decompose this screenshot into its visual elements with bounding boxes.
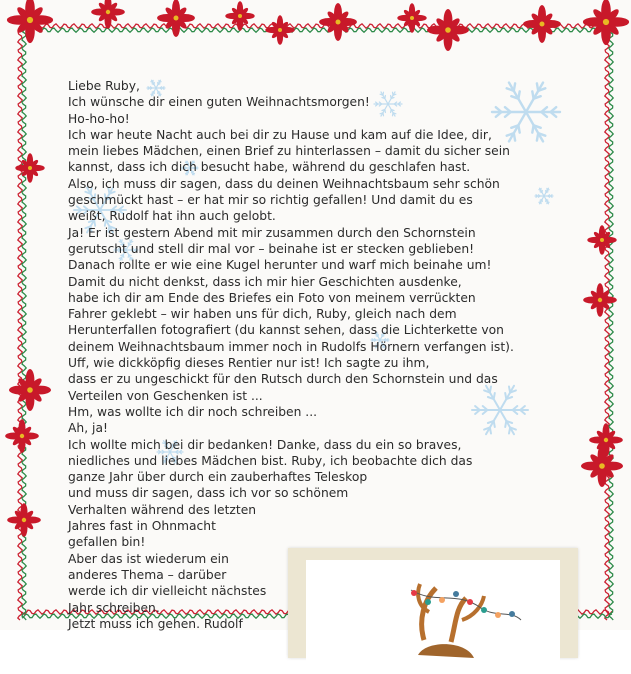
letter-line: Ah, ja! [68, 420, 568, 436]
letter-line: Fahrer geklebt – wir haben uns für dich, Ruby, gleich nach dem [68, 306, 568, 322]
letter-line: und muss dir sagen, dass ich vor so schönem [68, 485, 568, 501]
letter-line: ganze Jahr über durch ein zauberhaftes Teleskop [68, 469, 568, 485]
poinsettia-icon [157, 0, 195, 37]
poinsettia-icon [265, 15, 294, 44]
poinsettia-icon [583, 0, 629, 45]
letter-line: gerutscht und stell dir mal vor – beinahe ist er stecken geblieben! [68, 241, 568, 257]
letter-line: Ho-ho-ho! [68, 111, 568, 127]
letter-line: Ja! Er ist gestern Abend mit mir zusammen durch den Schornstein [68, 225, 568, 241]
letter-line: dass er zu ungeschickt für den Rutsch durch den Schornstein und das [68, 371, 568, 387]
letter-line: Hm, was wollte ich dir noch schreiben ... [68, 404, 568, 420]
letter-line: Ich wünsche dir einen guten Weihnachtsmorgen! [68, 94, 568, 110]
letter-line: Herunterfallen fotografiert (du kannst sehen, dass die Lichterkette von [68, 322, 568, 338]
letter-line: gefallen bin! [68, 534, 568, 550]
letter-line: kannst, dass ich dich besucht habe, während du geschlafen hast. [68, 159, 568, 175]
letter-line: niedliches und liebes Mädchen bist. Ruby, ich beobachte dich das [68, 453, 568, 469]
letter-line: geschmückt hast – er hat mir so richtig gefallen! Und damit du es [68, 192, 568, 208]
letter-line: mein liebes Mädchen, einen Brief zu hinterlassen – damit du sicher sein [68, 143, 568, 159]
letter-line: Uff, wie dickköpfig dieses Rentier nur ist! Ich sagte zu ihm, [68, 355, 568, 371]
letter-line: Ich war heute Nacht auch bei dir zu Hause und kam auf die Idee, dir, [68, 127, 568, 143]
letter-line: Also, ich muss dir sagen, dass du deinen Weihnachtsbaum sehr schön [68, 176, 568, 192]
poinsettia-icon [9, 369, 51, 411]
poinsettia-icon [319, 3, 357, 41]
letter-line: Jahr schreiben. [68, 600, 568, 616]
letter-line: Jahres fast in Ohnmacht [68, 518, 568, 534]
letter-line: Ich wollte mich bei dir bedanken! Danke, dass du ein so braves, [68, 437, 568, 453]
letter-line: deinem Weihnachtsbaum immer noch in Rudolfs Hörnern verfangen ist). [68, 339, 568, 355]
poinsettia-icon [7, 0, 53, 43]
letter-line: Damit du nicht denkst, dass ich mir hier Geschichten ausdenke, [68, 274, 568, 290]
poinsettia-icon [7, 503, 41, 537]
poinsettia-icon [523, 5, 561, 43]
letter-line: Jetzt muss ich gehen. Rudolf [68, 616, 568, 632]
poinsettia-icon [5, 419, 39, 453]
letter-line: Verhalten während des letzten [68, 502, 568, 518]
letter-line: Danach rollte er wie eine Kugel herunter und warf mich beinahe um! [68, 257, 568, 273]
letter-line: werde ich dir vielleicht nächstes [68, 583, 568, 599]
letter-line: Aber das ist wiederum ein [68, 551, 568, 567]
reindeer-photo [306, 560, 560, 670]
poinsettia-icon [581, 445, 623, 487]
letter-line: weißt, Rudolf hat ihn auch gelobt. [68, 208, 568, 224]
reindeer-icon [306, 560, 560, 670]
letter-line: anderes Thema – darüber [68, 567, 568, 583]
photo-frame [288, 548, 578, 658]
letter-line: Liebe Ruby, [68, 78, 568, 94]
letter-line: Verteilen von Geschenken ist ... [68, 388, 568, 404]
letter-line: habe ich dir am Ende des Briefes ein Foto von meinem verrückten [68, 290, 568, 306]
poinsettia-icon [427, 9, 469, 51]
